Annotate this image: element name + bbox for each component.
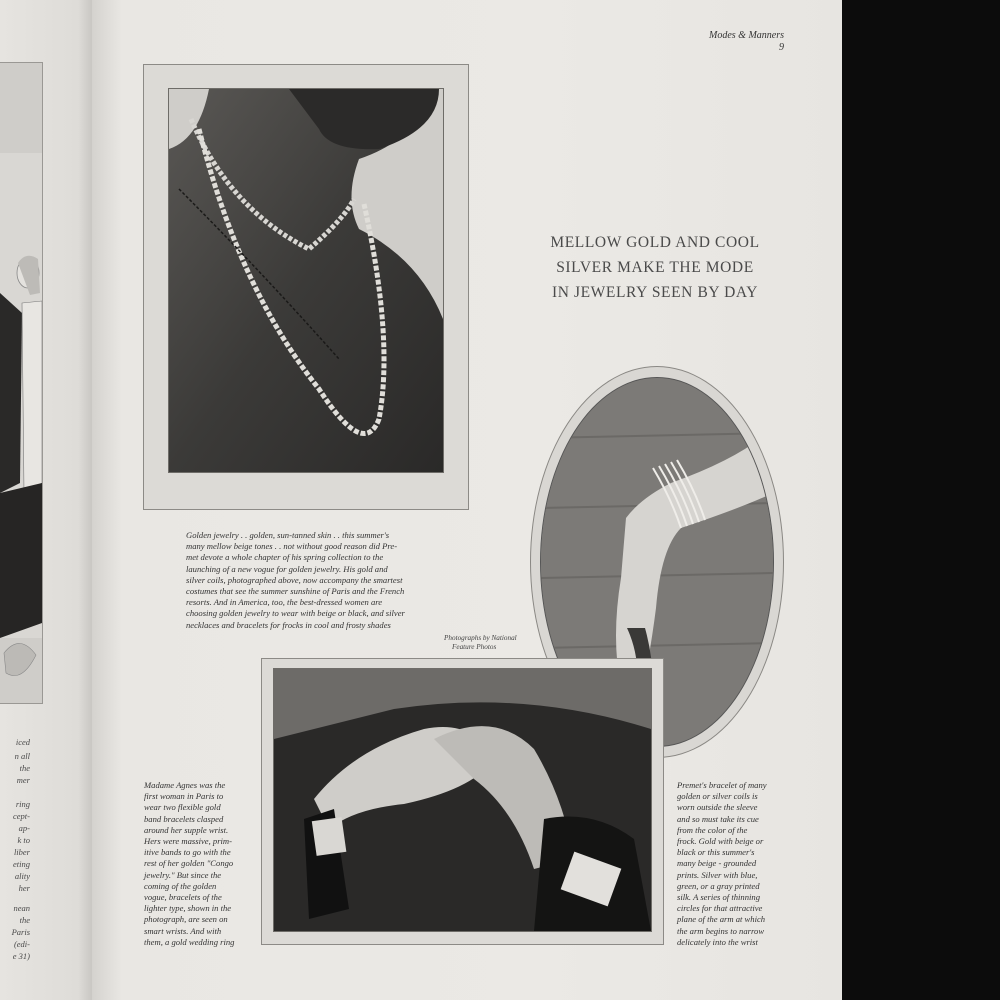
page-number: 9 — [779, 42, 784, 53]
facing-page-text-line: ality — [14, 871, 30, 881]
facing-page-text-line: e 31) — [12, 951, 30, 961]
caption-line: met devote a whole chapter of his spring collection to the — [186, 552, 384, 563]
facing-page-text-line: ap- — [18, 823, 30, 833]
facing-page-text-line: cept- — [13, 811, 30, 821]
facing-page-text-line: n all — [14, 751, 30, 761]
caption-line: band bracelets clasped — [144, 813, 224, 824]
caption-line: from the color of the — [677, 824, 748, 835]
caption-line: frock. Gold with beige or — [677, 836, 764, 847]
headline-line: MELLOW GOLD AND COOL — [550, 234, 760, 251]
caption-line: photograph, are seen on — [144, 914, 228, 925]
facing-page-text-line: nean — [13, 903, 30, 913]
facing-page-text-line: ring — [15, 799, 30, 809]
caption-line: them, a gold wedding ring — [144, 936, 235, 947]
facing-page-text-line: iced — [15, 737, 30, 747]
caption-line: Golden jewelry . . golden, sun-tanned skin . . this summer's — [186, 530, 390, 540]
hands-photo — [273, 668, 652, 932]
credit-line: Feature Photos — [452, 643, 497, 651]
facing-page-illustration — [0, 62, 43, 704]
facing-page-text-line: the — [19, 915, 30, 925]
credit-line: Photographs by National — [444, 634, 517, 642]
caption-line: itive bands to go with the — [144, 847, 231, 858]
caption-line: many mellow beige tones . . not without good reason did Pre- — [186, 541, 398, 552]
caption-line: coming of the golden — [144, 880, 217, 891]
article-headline — [520, 230, 790, 305]
caption-necklace — [186, 530, 432, 631]
scan-background — [842, 0, 1000, 1000]
caption-line: and so must take its cue — [677, 813, 759, 824]
caption-line: worn outside the sleeve — [677, 802, 758, 813]
caption-line: circles for that attractive — [677, 903, 763, 914]
caption-premet-bracelet — [677, 780, 783, 948]
caption-line: costumes that see the summer sunshine of Paris and the French — [186, 586, 405, 597]
caption-line: jewelry." But since the — [144, 869, 222, 880]
caption-line: green, or a gray printed — [677, 880, 760, 891]
caption-line: first woman in Paris to — [144, 791, 224, 802]
necklace-photo-graphic — [169, 89, 443, 472]
caption-line: smart wrists. And with — [144, 925, 222, 936]
facing-page-text-line: liber — [13, 847, 30, 857]
caption-line: lighter type, shown in the — [144, 903, 232, 914]
facing-page-text-line: her — [18, 883, 30, 893]
caption-line: necklaces and bracelets for frocks in cool and frosty shades — [186, 619, 391, 630]
caption-line: silk. A series of thinning — [677, 892, 760, 903]
facing-page-text-line: eting — [13, 859, 30, 869]
caption-line: delicately into the wrist — [677, 936, 758, 947]
caption-line: Hers were massive, prim- — [144, 836, 232, 847]
caption-line: black or this summer's — [677, 847, 755, 858]
headline-line: SILVER MAKE THE MODE — [556, 259, 754, 276]
running-head — [700, 30, 784, 54]
caption-line: many beige - grounded — [677, 858, 757, 869]
caption-line: wear two flexible gold — [144, 802, 221, 813]
caption-line: silver coils, photographed above, now accompany the smartest — [186, 574, 403, 585]
photo-credit — [444, 634, 517, 652]
caption-line: choosing golden jewelry to wear with beige or black, and silver — [186, 608, 405, 619]
section-title: Modes & Manners — [709, 30, 784, 41]
caption-agnes-bracelets — [144, 780, 250, 948]
caption-line: vogue, bracelets of the — [144, 892, 222, 903]
caption-line: Madame Agnes was the — [144, 780, 226, 790]
caption-line: rest of her golden "Congo — [144, 858, 234, 869]
facing-page-text-line: (edi- — [13, 939, 30, 949]
caption-line: prints. Silver with blue, — [677, 869, 758, 880]
fashion-illustration-graphic — [0, 63, 42, 703]
caption-line: golden or silver coils is — [677, 791, 758, 802]
facing-page-text-line: k to — [17, 835, 30, 845]
caption-line: plane of the arm at which — [677, 914, 766, 925]
caption-line: the arm begins to narrow — [677, 925, 765, 936]
hands-photo-graphic — [274, 669, 651, 931]
facing-page-text-line: Paris — [11, 927, 30, 937]
facing-page-text-line: mer — [16, 775, 30, 785]
caption-line: around her supple wrist. — [144, 824, 229, 835]
caption-line: resorts. And in America, too, the best-dressed women are — [186, 597, 383, 608]
caption-line: launching of a new vogue for golden jewelry. His gold and — [186, 563, 388, 574]
facing-page-text-line: the — [19, 763, 30, 773]
caption-line: Premet's bracelet of many — [677, 780, 767, 790]
necklace-photo — [168, 88, 444, 473]
facing-page — [0, 0, 92, 1000]
headline-line: IN JEWELRY SEEN BY DAY — [551, 284, 759, 301]
